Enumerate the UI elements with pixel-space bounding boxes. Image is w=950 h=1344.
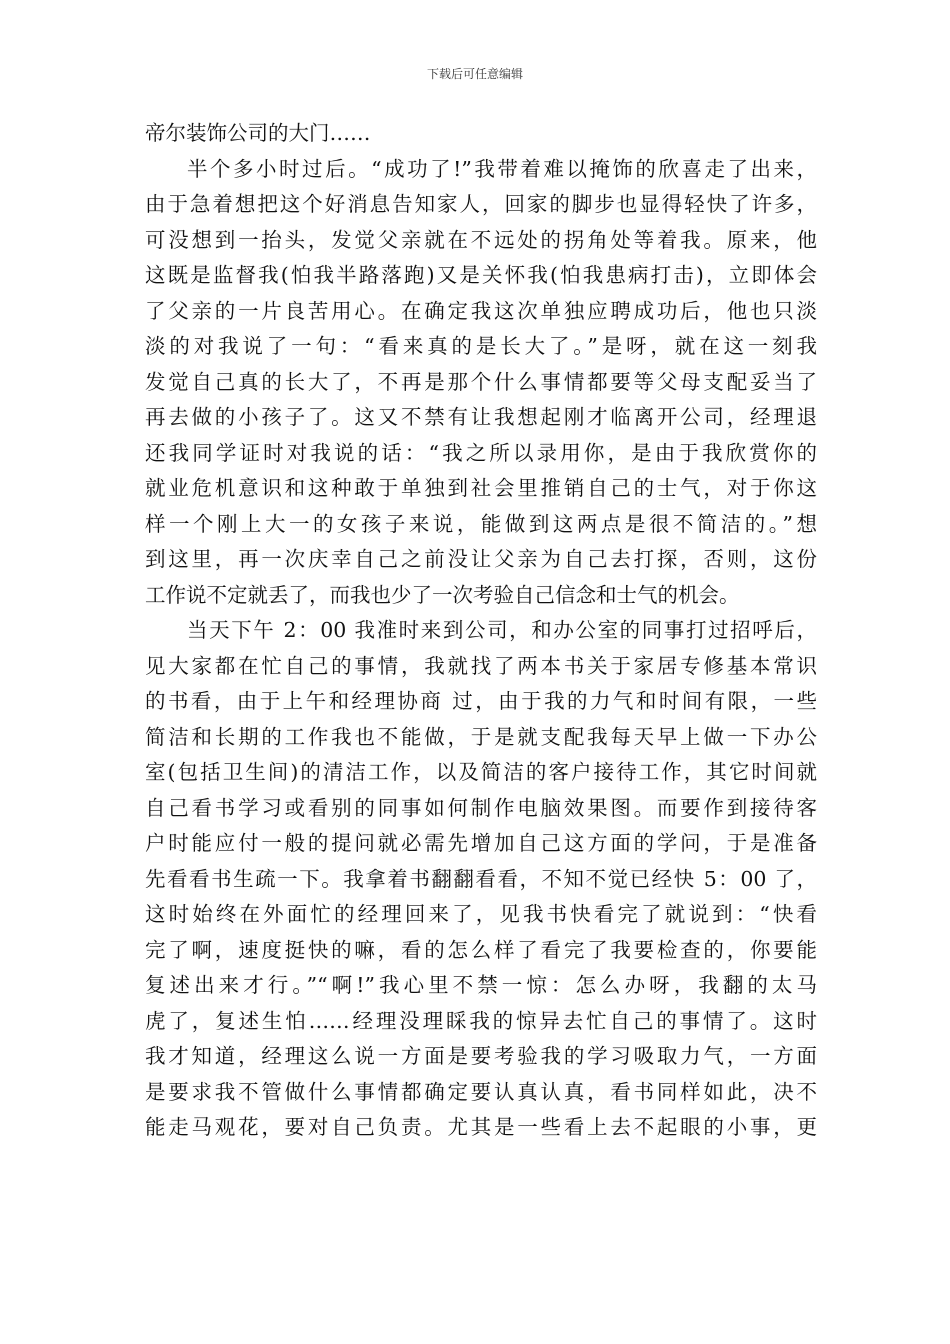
- text-line: 虎了，复述生怕……经理没理睬我的惊异去忙自己的事情了。这时: [145, 1008, 817, 1033]
- text-line: 自己看书学习或看别的同事如何制作电脑效果图。而要作到接待客: [145, 795, 817, 820]
- text-line: 我才知道，经理这么说一方面是要考验我的学习吸取力气，一方面: [145, 1044, 817, 1068]
- text-line: 先看看书生疏一下。我拿着书翻翻看看，不知不觉已经快 5：00 了，: [145, 866, 817, 891]
- text-line: 简洁和长期的工作我也不能做，于是就支配我每天早上做一下办公: [145, 724, 817, 749]
- text-line: 当天下午 2：00 我准时来到公司，和办公室的同事打过招呼后，: [187, 618, 817, 642]
- text-line: 样一个刚上大一的女孩子来说，能做到这两点是很不简洁的。”想: [145, 511, 817, 536]
- text-line: 淡的对我说了一句：“看来真的是长大了。”是呀，就在这一刻我: [145, 334, 817, 358]
- text-line: 了父亲的一片良苦用心。在确定我这次单独应聘成功后，他也只淡: [145, 298, 817, 323]
- text-line: 帝尔装饰公司的大门……: [145, 121, 371, 145]
- text-line: 这时始终在外面忙的经理回来了，见我书快看完了就说到：“快看: [145, 902, 817, 926]
- text-line: 可没想到一抬头，发觉父亲就在不远处的拐角处等着我。原来，他: [145, 227, 817, 252]
- text-line: 见大家都在忙自己的事情，我就找了两本书关于家居专修基本常识: [145, 653, 817, 678]
- text-line: 完了啊，速度挺快的嘛，看的怎么样了看完了我要检查的，你要能: [145, 937, 817, 962]
- page-header: 下载后可任意编辑: [426, 67, 523, 81]
- text-line: 就业危机意识和这种敢于单独到社会里推销自己的士气，对于你这: [145, 476, 817, 500]
- text-line: 发觉自己真的长大了，不再是那个什么事情都要等父母支配妥当了: [145, 369, 817, 394]
- text-line: 还我同学证时对我说的话：“我之所以录用你，是由于我欣赏你的: [145, 440, 817, 465]
- text-line: 能走马观花，要对自己负责。尤其是一些看上去不起眼的小事，更: [145, 1115, 817, 1139]
- text-line: 复述出来才行。”“啊!”我心里不禁一惊：怎么办呀，我翻的太马: [145, 973, 817, 997]
- text-line: 到这里，再一次庆幸自己之前没让父亲为自己去打探，否则，这份: [145, 547, 817, 571]
- text-line: 户时能应付一般的提问就必需先增加自己这方面的学问，于是准备: [145, 831, 817, 855]
- text-line: 是要求我不管做什么事情都确定要认真认真，看书同样如此，决不: [145, 1079, 817, 1104]
- text-line: 再去做的小孩子了。这又不禁有让我想起刚才临离开公司，经理退: [145, 405, 817, 429]
- text-line: 工作说不定就丢了，而我也少了一次考验自己信念和士气的机会。: [145, 582, 740, 607]
- document-body: [145, 116, 817, 1146]
- text-line: 半个多小时过后。“成功了!”我带着难以掩饰的欣喜走了出来，: [187, 156, 817, 181]
- text-line: 由于急着想把这个好消息告知家人，回家的脚步也显得轻快了许多，: [145, 192, 817, 216]
- text-line: 室(包括卫生间)的清洁工作，以及简洁的客户接待工作，其它时间就: [145, 760, 817, 784]
- text-line: 这既是监督我(怕我半路落跑)又是关怀我(怕我患病打击)，立即体会: [145, 263, 817, 287]
- text-line: 的书看，由于上午和经理协商 过，由于我的力气和时间有限，一些: [145, 689, 817, 713]
